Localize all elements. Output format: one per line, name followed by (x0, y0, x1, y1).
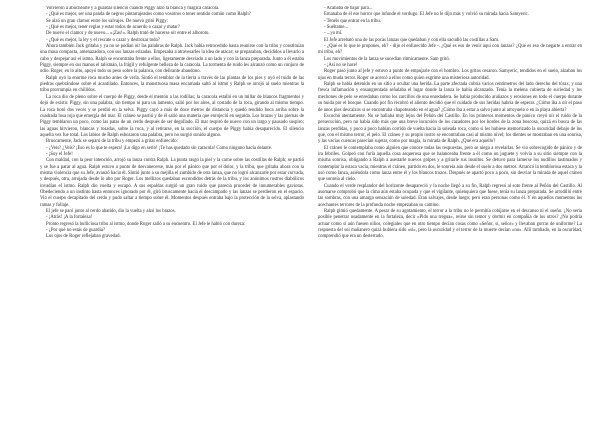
two-column-layout (40, 6, 582, 241)
left-column (40, 6, 304, 241)
right-column-paragraph: - Suéltame... (324, 25, 349, 31)
left-column-paragraph: De nuevo el clamor y de nuevo... «¡Zas!». Ralph trató de hacerse oír entre el alboroto. (46, 31, 210, 37)
left-column-paragraph: - ¡Atrás! ¡A la fortaleza! (46, 215, 93, 221)
right-column-paragraph: Escuchó atentamente. No se hallaba muy lejos del Peñón del Castillo. En los primeros momentos de pánico creyó oír el ruido de la persecución, pero no había sido más que una breve incursión de los cazadores por los bordes de la zona boscosa, quizá en busca de las lanzas perdidas, y poco a poco habían corrido de vuelta hacia la soleada roca, como si les hubiese atemorizado la oscuridad debajo de los que, con el mismo terror, el pelo. El cráneo y su propio rostro se encontraban casi al mismo nivel; los dientes se mostraban en una sonrisa, y las vacías cuencas parecían sujetar, como por magia, la mirada de Ralph. ¿Qué era aquello? (318, 113, 582, 145)
right-column-paragraph: - ...ya mí. (324, 31, 343, 37)
right-column-paragraph: Cuando el verde resplandor del horizonte desapareció y la noche llegó a su fin, Ralph regresó al soto frente al Peñón del Castillo. Al asomarse comprobó que la cima aún estaba ocupada y que el vigilante, quienquiera que fuese, tenía su lanza preparada. Se arrodilló entre las sombras, con una amarga sensación de soledad. Eran salvajes, desde luego; pero eran personas como él. Y en aquellos momentos los acechantes terrores de la profunda noche empezaban su camino. (318, 183, 582, 208)
right-column-paragraph: Roger pasó junto al jefe y estuvo a punto de empujarle con el hombro. Los gritos cesaron. Samyeric, tendidos en el suelo, alzaban los ojos en muda terror. Roger se acercó a ellos como quien esgrime una misteriosa autoridad. (318, 69, 582, 81)
left-column-paragraph: Pronto regresó la bulliciosa tribu al istmo, donde Roger salió a su encuentro. El Jefe le habló con dureza: (46, 221, 246, 227)
left-column-paragraph: - ¡Soy el Jefe! (46, 151, 73, 157)
right-column-paragraph: Ralph gimió quedamente. A pesar de su agotamiento, el terror a la tribu no le permitía cobijarse en el descanso ni el sueño. ¿No sería posible penetrar osadamente en la fortaleza, decir «Pido una tregua», reírse sin temor y dormir en compañía de los otros? ¿No podría actuar como si aún fuesen niños, colegiales que en otro tiempo decían cosas como «Señor, sí, señor» y llevaban gorras de uniforme? La respuesta del sol mañanero quizá hubiera sido «sí», pero la oscuridad y el terror de la muerte decían «no». Allí tumbado, en la oscuridad, comprendió que era un desterrado. (318, 209, 582, 240)
right-column-paragraph: Ralph se había detenido en un sitio a ocultar una herida. La parte afectada cubría varios centímetros del lado derecho del tórax, y una fresca inflamación y ensangrentada señalaba el lugar donde la lanza le había alcanzado. Tenía la melena cubierta de suciedad y los mechones de pelo se enredaban como los zarcillos de una enredadera. Se había producido arañazos y erosiones en todo el cuerpo durante su huida por el bosque. Cuando por fin recobró el aliento decidió que el cuidado de sus heridas habría de esperar. ¿Cómo iba a oír el paso de unos pies descalzos si se encontraba chapoteando en el agua? ¿Cómo iba a estar a salvo junto al arroyuelo o en la playa abierta? (318, 82, 582, 113)
right-column-paragraph: - ¿Qué es lo que te propones, eh? - dijo el enfurecido Jefe -. ¿Qué es eso de venir aquí con lanzas? ¿Qué es eso de negarte a entrar en mi tribu, eh? (318, 44, 582, 56)
left-column-paragraph: - ¿Qué es mejor, ser una panda de negros pintarrajeados como vosotros o tener sentido común como Ralph? (46, 12, 251, 18)
right-column-paragraph: Emanaba de él ese horror que infunde el verdugo. El Jefe no le dijo más y volvió su mirada hacia Samyeric. (324, 12, 529, 18)
left-column-paragraph: Con maldad, con la peor intención, arrojó su lanza contra Ralph. La punta rasgó la piel y la carne sobre las costillas de Ralph; se partió y se fue a parar al agua. Ralph estuvo a punto de desvanecerse, más por el pánico que por el dolor, y la tribu, que gritaba ahora con la misma violencia que su Jefe, avanzó hacia él. Sintió junto a su mejilla el zumbido de otra lanza, que no logró alcanzarle por estar curvada, y después, otra, arrojada desde lo alto por Roger. Los mellizos quedaban escondidos detrás de la tribu, y los anónimos rostros diabólicos invadían el istmo. Ralph dio vuelta y escapó. A sus espaldas surgió un gran ruido que parecía proceder de innumerables gaviotas. Obedeciendo a un instinto hasta entonces ignorado por él, giró bruscamente hacia el descampado y las lanzas se perdieron en el espacio. Vio el cuerpo decapitado del cerdo y pudo saltar a tiempo sobre él. Momentos después entraba bajo la protección de la selva, aplastando ramas y follaje. (40, 158, 304, 208)
left-column-paragraph: Ralph oyó la enorme roca mucho antes de verla. Sintió el temblor de la tierra a través de las plantas de los pies y oyó el ruido de las piedras quebrándose sobre el acantilado. Entonces, la monstruosa masa encarnada saltó al istmo y Ralph se arrojó al suelo mientras la tribu prorrumpía en chillidos. (40, 75, 304, 94)
left-column-paragraph: Volvieron a abuchearle y a guardar silencio cuando Piggy alzó la blanca y mágica caracola. (46, 6, 220, 11)
left-column-paragraph: Los ojos de Roger reflejaban gravedad. (46, 234, 121, 240)
left-column-paragraph: - ¿Por qué no estás de guardia? (46, 228, 106, 234)
right-column-paragraph: - ¡Así no se hace! (324, 63, 358, 69)
right-column-paragraph: El cráneo le contemplaba como alguien que conoce todas las respuestas, pero se niega a revelarlas. Se vio sobrecogido de pánico y de ira febriles. Golpeó con furia aquella cosa asquerosa que se balanceaba frente a él como un juguete y volvía a su sitio siempre con la misma sonrisa, obligando a Ralph a asestarle nuevos golpes y a gritarle sus insultos. Se detuvo para lamerse los nudillos lastimados y contemplar la estaca vacía, mientras el cráneo, partido en dos, le sonreía aún desde el suelo a dos metros. Arrancó la temblorosa estaca y la usó como lanza, asiéndola como lanza entre él y los blancos trozos. Después se apartó poco a poco, sin desviar la mirada de aquel cráneo que sonreía al cielo. (318, 145, 582, 183)
right-column (318, 6, 582, 241)
right-column-paragraph: Los movimientos de la lanza se sucedían rítmicamente. Sam gritó. (324, 56, 450, 62)
left-column-paragraph: Se alzó un gran clamor entre los salvajes. De nuevo gritó Piggy: (46, 18, 168, 24)
right-column-paragraph: El Jefe arrebató una de las pocas lanzas que quedaban y con ella sacudió las costillas a Sam. (324, 37, 500, 43)
right-column-paragraph: - Tenéis que entrar en la tribu. (324, 18, 381, 24)
left-column-paragraph: El jefe se paró junto al cerdo abatido, dio la vuelta y alzó los brazos. (46, 209, 176, 214)
left-column-paragraph: - ¿Qué es mejor, la ley y el rescate o cazar y destrozar todo? (46, 37, 161, 43)
left-column-paragraph: Ahora también Jack gritaba y ya no se podían oír las palabras de Ralph. Jack había retrocedido hasta reunirse con la tribu y constituían una masa compacta, amenazadora, con sus lanzas erizadas. Empezaba a atravesarles la idea de atacar; se preparaban, decididos a llevarlo a cabo y despejar así el istmo. Ralph se encontraba frente a ellos, ligeramente desviado a un lado y con la lanza preparada. Junto a él estaba Piggy, siempre en sus manos el talismán, la frágil y refulgente belleza de la caracola. La tormenta de ruido les alcanzó como un conjuro de odio. Roger, en lo alto, apoyó todo su peso sobre la palanca, con delirante abandono. (40, 44, 304, 75)
right-column-paragraph: - Acababa de bajar para... (324, 6, 373, 11)
left-column-paragraph: - ¿Veis? ¿Veis? ¡Eso es lo que te espera! ¡Lo digo en serio! ¡Te has quedado sin caracola! Como ninguno hacía delante. (46, 145, 273, 151)
left-column-paragraph: Bruscamente, Jack se separó de la tribu y empezó a gritar enfurecido: (46, 139, 178, 145)
left-column-paragraph: - ¿Qué es mejor, tener reglas y estar todos de acuerdo o cazar y matar? (46, 25, 180, 31)
left-column-paragraph: La roca dio de pleno sobre el cuerpo de Piggy, desde el mentón a las rodillas; la caracola estalló en un millar de blancos fragmentos y dejó de existir. Piggy, sin una palabra, sin tiempo ni para un lamento, salió por los aires, al costado de la roca, girando al mismo tiempo. La roca botó dos veces y se perdió en la selva. Piggy cayó a más de doce metros de distancia y quedó tendido boca arriba sobre la cuadrada losa roja que emergía del mar. El cráneo se partió y de él salió una materia que enrojeció en seguida. Los brazos y las piernas de Piggy temblaron un poco, como las patas de un cerdo después de ser degollado. El mar respiró de nuevo con un largo y pausado suspiro; las aguas hirvieron, blancas y rosadas, sobre la roca, y al retirarse, en la succión, el cuerpo de Piggy había desaparecido. El silencio aquella vez fue total. Los labios de Ralph esbozaron una palabra, pero no surgió sonido alguno. (40, 94, 304, 138)
